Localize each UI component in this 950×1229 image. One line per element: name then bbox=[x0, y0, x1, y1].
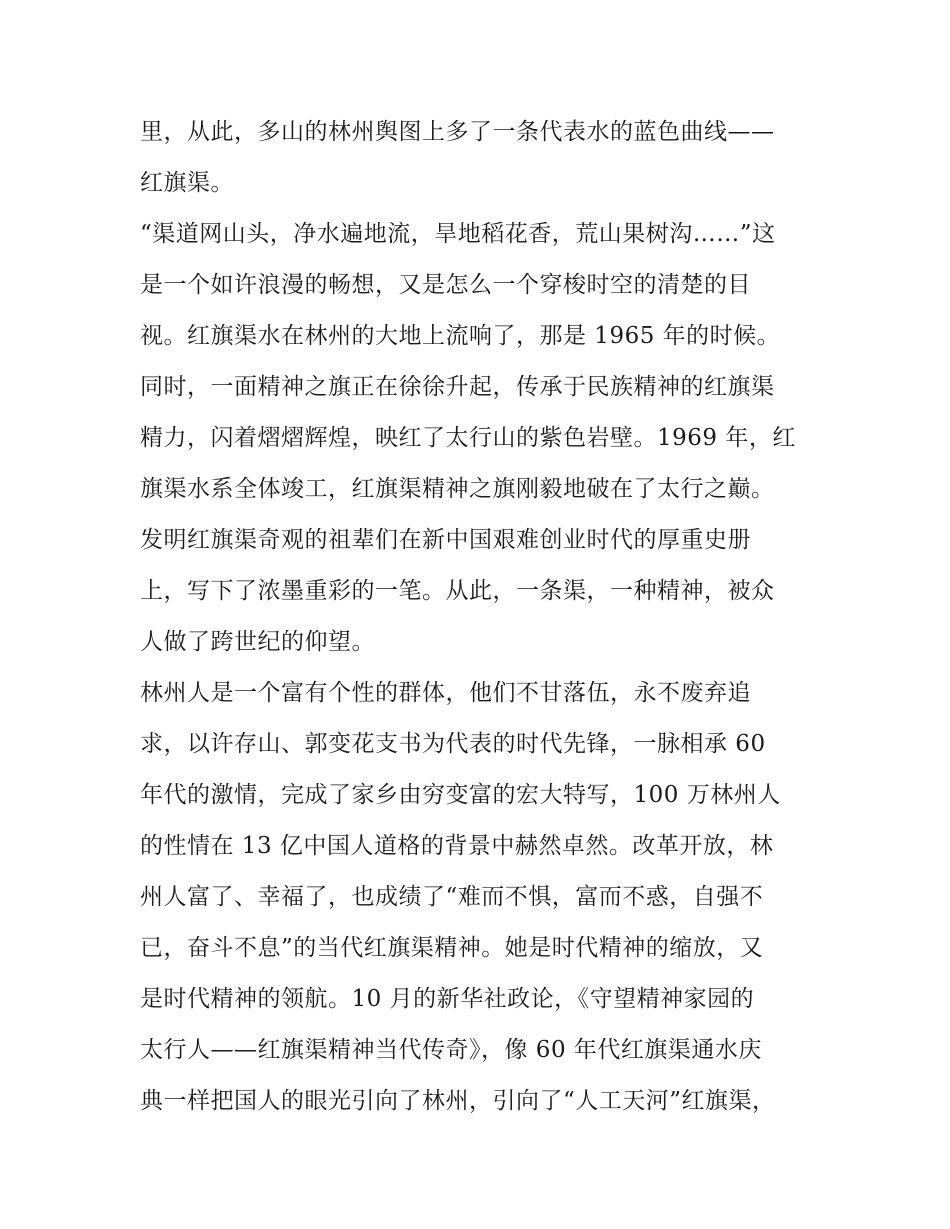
text-line: 的性情在 13 亿中国人道格的背景中赫然卓然。改革开放，林 bbox=[140, 833, 774, 859]
body-text bbox=[140, 107, 820, 1127]
text-line: 红旗渠。 bbox=[140, 170, 234, 196]
text-line: 发明红旗渠奇观的祖辈们在新中国艰难创业时代的厚重史册 bbox=[140, 527, 751, 553]
text-line: 已，奋斗不息”的当代红旗渠精神。她是时代精神的缩放，又 bbox=[140, 935, 764, 961]
text-line: 是时代精神的领航。10 月的新华社政论，《守望精神家园的 bbox=[140, 986, 755, 1012]
text-line: 同时，一面精神之旗正在徐徐升起，传承于民族精神的红旗渠 bbox=[140, 374, 775, 400]
text-line: 里，从此，多山的林州舆图上多了一条代表水的蓝色曲线—— bbox=[140, 119, 775, 145]
text-line: “渠道网山头，净水遍地流，旱地稻花香，荒山果树沟……”这 bbox=[140, 221, 776, 247]
text-line: 上，写下了浓墨重彩的一笔。从此，一条渠，一种精神，被众 bbox=[140, 578, 775, 604]
text-line: 年代的激情，完成了家乡由穷变富的宏大特写，100 万林州人 bbox=[140, 782, 781, 808]
text-line: 太行人——红旗渠精神当代传奇》，像 60 年代红旗渠通水庆 bbox=[140, 1037, 762, 1063]
text-line: 人做了跨世纪的仰望。 bbox=[140, 629, 375, 655]
text-line: 州人富了、幸福了，也成绩了“难而不惧，富而不惑，自强不 bbox=[140, 884, 764, 910]
text-line: 求，以许存山、郭变花支书为代表的时代先锋，一脉相承 60 bbox=[140, 731, 766, 757]
text-line: 旗渠水系全体竣工，红旗渠精神之旗刚毅地破在了太行之巅。 bbox=[140, 476, 775, 502]
text-line: 精力，闪着熠熠辉煌，映红了太行山的紫色岩壁。1969 年，红 bbox=[140, 425, 796, 451]
text-line: 视。红旗渠水在林州的大地上流响了，那是 1965 年的时候。 bbox=[140, 323, 781, 349]
text-line: 是一个如许浪漫的畅想，又是怎么一个穿梭时空的清楚的目 bbox=[140, 272, 751, 298]
text-line: 典一样把国人的眼光引向了林州，引向了“人工天河”红旗渠， bbox=[140, 1088, 776, 1114]
text-line: 林州人是一个富有个性的群体，他们不甘落伍，永不废弃追 bbox=[140, 680, 751, 706]
